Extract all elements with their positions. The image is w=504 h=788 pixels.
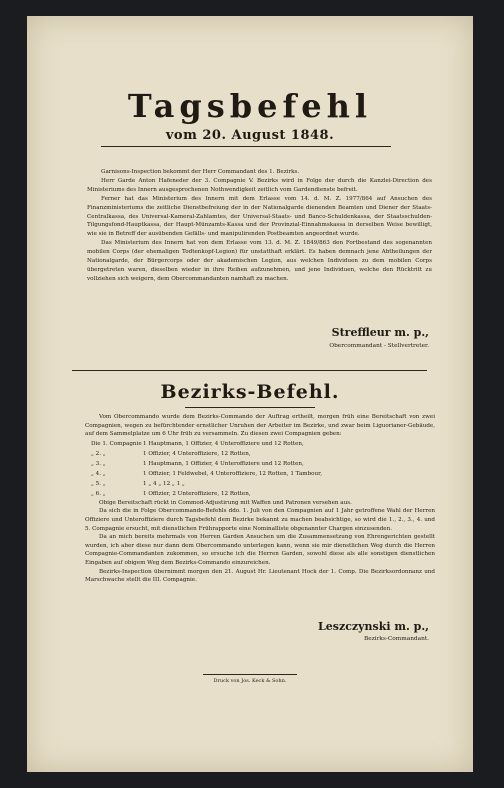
second-order-body xyxy=(85,413,435,585)
company-label: „ 4. „ xyxy=(91,470,106,477)
paragraph: Da an mich bereits mehrmals von Herren Garden Ansuchen um die Zusammensetzung von Ehrengerichten gestellt wurden, ich aber diese nur dann dem Obercommando unterlegen kann, wenn sie mir dienstlichen Weg durch die Herren Compagnie-Commandanten zukommen, so ersuche ich die Herren Garden, sowohl diese als alle sonstigen dienstlichen Eingaben auf obigem Weg dem Bezirks-Commando einzureichen. xyxy=(85,534,435,566)
paragraph: Vom Obercommando wurde dem Bezirks-Commando der Auftrag ertheilt, morgen früh eine Bereitschaft von zwei Compagnien, wegen zu befürchtender ernstlicher Unruhen der Arbeiter im Bezirke, und zwar beim Liguorianer-Gebäude, auf dem Sammelplatze um 6 Uhr früh zu versammeln. Zu diesen zwei Compagnien geben: xyxy=(85,414,435,438)
paragraph: Garnisons-Inspection bekommt der Herr Commandant des 1. Bezirks. xyxy=(101,169,300,175)
company-detail: 1 „ 4 „ 12 „ 1 „ xyxy=(143,480,185,487)
paragraph: Herr Garde Anton Hafeneder der 3. Compagnie V. Bezirks wird in Folge der durch die Kanzlei-Direction des Ministeriums des Innern ausgesprochenen Nothwendigkeit zeitlich vom Gardendienste befreit. xyxy=(87,177,432,193)
signature-name: Leszczynski m. p., xyxy=(318,620,429,633)
company-list xyxy=(85,439,435,499)
paragraph: Da sich die in Folge Obercommando-Befehls ddo. 1. Juli von den Compagnien auf 1 Jahr getroffene Wahl der Herren Offiziere und Unteroffiziere durch Tagsbefehl dem Bezirke bekannt zu machen beabsichtige, so wird die 1., 2., 3., 4. und 5. Compagnie ersucht, mit dienstlichen Frührapporte eine Nominalliste obgenannter Chargen einzusenden. xyxy=(85,508,435,532)
paragraph: Obige Bereitschaft rückt in Commod-Adjustirung mit Waffen und Patronen versehen aus. xyxy=(99,499,352,506)
paragraph: Ferner hat das Ministerium des Innern mit dem Erlasse vom 14. d. M. Z. 1977/864 auf Ansuchen des Finanzministeriums die zeitliche Dienstbefreiung der in der Nationalgarde dienenden Beamten und Diener der Staats-Centralkassa, des Universal-Kameral-Zahlamtes, der Universal-Staats- und Banco-Schuldenkassa, der Staatsschulden-Tilgungsfond-Hauptkassa, der Haupt-Münzamts-Kassa und der Provinzial-Einnahmskassa in derselben Weise bewilligt, wie sie in Betreff der ausübenden Gefälls- und manipulirenden Postbeamten angeordnet wurde. xyxy=(87,195,432,238)
document-title: Tagsbefehl xyxy=(127,87,373,125)
first-order-body xyxy=(87,168,432,284)
section-divider xyxy=(72,370,427,371)
company-label: „ 5. „ xyxy=(91,480,106,487)
company-label: „ 3. „ xyxy=(91,460,106,467)
company-detail: 1 Offizier, 2 Unteroffiziere, 12 Rotten, xyxy=(143,490,251,497)
signature-role: Obercommandant - Stellvertreter. xyxy=(329,343,429,349)
paragraph: Das Ministerium des Innern hat von dem Erlasse vom 13. d. M. Z. 1849/863 den Fortbestand des sogenannten mobilen Corps (der ehemaligen Todtenkopf-Legion) für unstatthaft erklärt. Es haben demnach jene Abtheilungen der Nationalgarde, der Bürgercorps oder der akademischen Legion, aus welchen Individuen zu dem mobilen Corps übergetreten waren, dieselben wieder in ihre Reihen aufzunehmen, und jene Individuen, welche den Rücktritt zu vollziehen sich weigern, dem Obercommandanten namhaft zu machen. xyxy=(87,240,432,282)
document-sheet xyxy=(27,16,473,772)
company-detail: 1 Hauptmann, 1 Offizier, 4 Unteroffiziere und 12 Rotten, xyxy=(143,440,304,447)
title-underline xyxy=(185,407,315,408)
company-label: „ 6. „ xyxy=(91,490,106,497)
company-detail: 1 Hauptmann, 1 Offizier, 4 Unteroffiziere und 12 Rotten, xyxy=(143,460,304,467)
divider xyxy=(101,146,391,147)
company-label: „ 2. „ xyxy=(91,450,106,457)
company-label: Die 1. Compagnie xyxy=(91,440,142,447)
company-detail: 1 Offizier, 4 Unteroffiziere, 12 Rotten, xyxy=(143,450,251,457)
divider xyxy=(203,674,297,675)
signature-role: Bezirks-Commandant. xyxy=(364,636,429,642)
printer-imprint: Druck von Jos. Keck & Sohn. xyxy=(213,678,287,684)
paragraph: Bezirks-Inspection übernimmt morgen den 21. August Hr. Lieutenant Hock der 1. Comp. Die Bezirksordonnanz und Marschwache stellt die III. Compagnie. xyxy=(85,568,435,584)
document-date: vom 20. August 1848. xyxy=(165,128,335,143)
section-title: Bezirks-Befehl. xyxy=(160,381,340,403)
signature-name: Streffleur m. p., xyxy=(331,326,429,339)
company-detail: 1 Offizier, 1 Feldwebel, 4 Unteroffiziere, 12 Rotten, 1 Tambour, xyxy=(143,470,322,477)
